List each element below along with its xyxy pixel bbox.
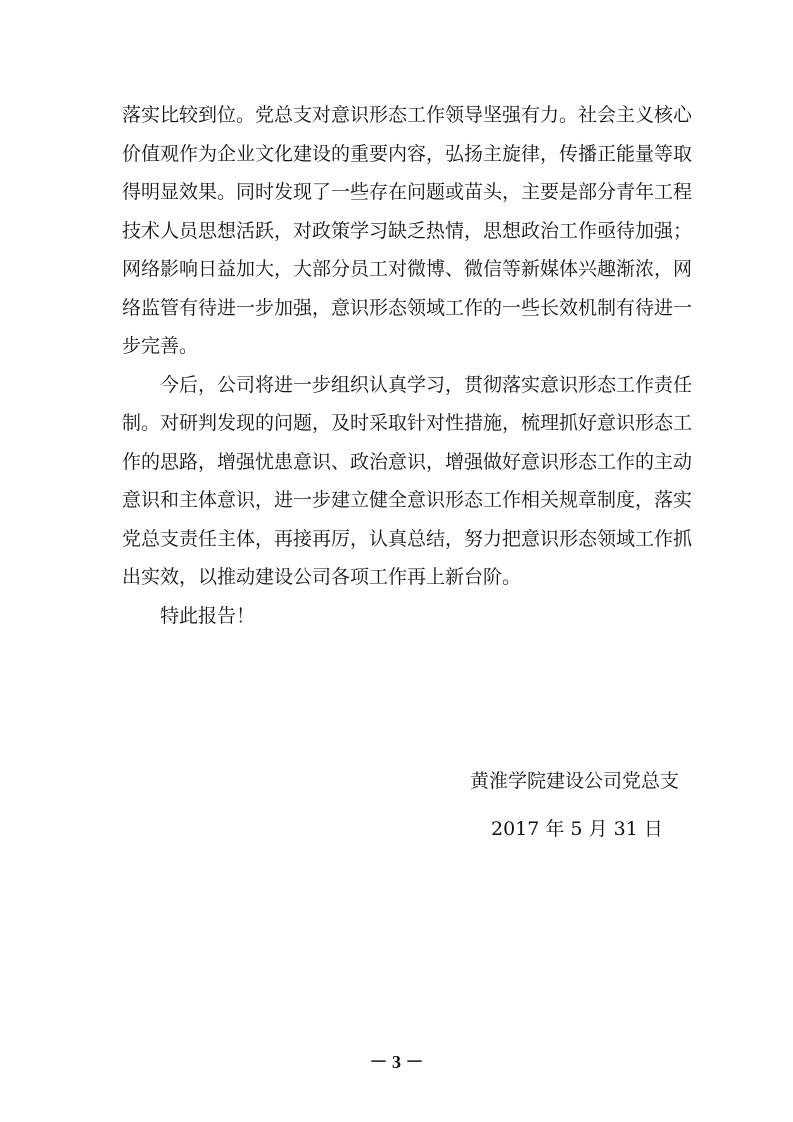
paragraph-2-line: 今后，公司将进一步组织认真学习，贯彻落实意识形态工作责任 — [160, 373, 693, 396]
paragraph-2 — [122, 366, 693, 597]
paragraph-1-line: 步完善。 — [122, 335, 199, 357]
page-number: － 3 － — [369, 1052, 424, 1072]
report-body — [122, 96, 693, 635]
paragraph-2-line: 党总支责任主体，再接再厉，认真总结，努力把意识形态领域工作抓 — [122, 527, 693, 550]
signature-organization: 黄淮学院建设公司党总支 — [470, 770, 680, 792]
paragraph-1-line: 技术人员思想活跃，对政策学习缺乏热情，思想政治工作亟待加强； — [122, 219, 693, 242]
paragraph-1 — [122, 96, 693, 366]
paragraph-1-line: 价值观作为企业文化建设的重要内容，弘扬主旋律，传播正能量等取 — [122, 142, 693, 165]
paragraph-2-line: 出实效，以推动建设公司各项工作再上新台阶。 — [122, 566, 522, 588]
closing-paragraph — [122, 597, 682, 636]
paragraph-1-line: 网络影响日益加大，大部分员工对微博、微信等新媒体兴趣渐浓，网 — [122, 258, 693, 280]
paragraph-2-line: 意识和主体意识，进一步建立健全意识形态工作相关规章制度，落实 — [122, 489, 693, 511]
paragraph-2-line: 制。对研判发现的问题，及时采取针对性措施，梳理抓好意识形态工 — [122, 412, 693, 434]
paragraph-1-line: 得明显效果。同时发现了一些存在问题或苗头，主要是部分青年工程 — [122, 181, 693, 203]
paragraph-2-line: 作的思路，增强忧患意识、政治意识，增强做好意识形态工作的主动 — [122, 450, 693, 473]
signature-date: 2017 年 5 月 31 日 — [491, 818, 663, 840]
paragraph-1-line: 落实比较到位。党总支对意识形态工作领导坚强有力。社会主义核心 — [122, 104, 693, 126]
closing-text: 特此报告！ — [160, 604, 256, 627]
paragraph-1-line: 络监管有待进一步加强，意识形态领域工作的一些长效机制有待进一 — [122, 296, 693, 319]
